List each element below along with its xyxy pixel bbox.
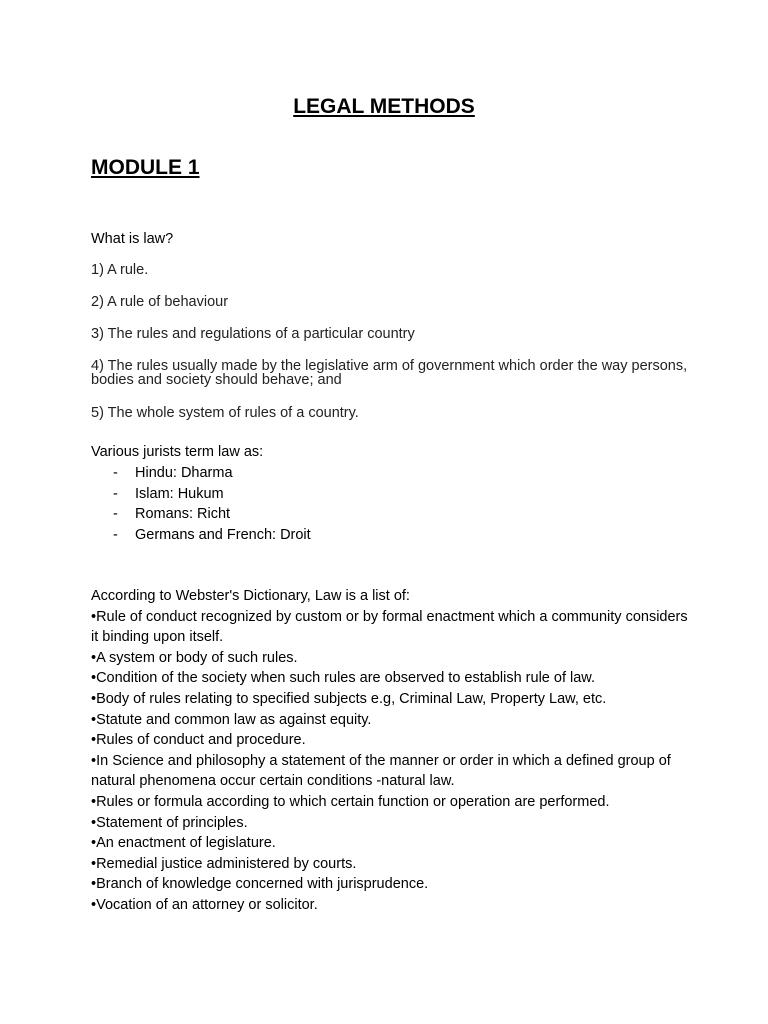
- list-item-text: Hindu: Dharma: [135, 465, 233, 481]
- list-item: [91, 504, 311, 525]
- jurists-list: [91, 463, 311, 546]
- list-item: [91, 525, 311, 546]
- dash-bullet: -: [113, 506, 118, 523]
- webster-item: •Remedial justice administered by courts.: [91, 855, 357, 872]
- list-item-text: Romans: Richt: [135, 506, 231, 523]
- dash-bullet: -: [113, 485, 118, 502]
- document-title: LEGAL METHODS: [293, 95, 475, 118]
- definition-item: 3) The rules and regulations of a particular country: [91, 326, 415, 342]
- webster-item: •Vocation of an attorney or solicitor.: [91, 896, 318, 913]
- webster-intro: According to Webster's Dictionary, Law is a list of:: [91, 588, 410, 604]
- definition-item: 4) The rules usually made by the legislative arm of government which order the way persons, bodies and society should behave; and: [91, 358, 688, 388]
- definition-item: 1) A rule.: [91, 262, 149, 278]
- webster-item: •Statement of principles.: [91, 814, 248, 831]
- module-heading: MODULE 1: [91, 156, 200, 179]
- webster-item: •Branch of knowledge concerned with jurisprudence.: [91, 876, 429, 893]
- webster-item: •Rules of conduct and procedure.: [91, 732, 306, 749]
- list-item-text: Islam: Hukum: [135, 485, 224, 502]
- webster-item: •Statute and common law as against equity.: [91, 711, 372, 728]
- webster-item: •In Science and philosophy a statement of the manner or order in which a defined group of natural phenomena occur certain conditions -natural law.: [91, 752, 671, 790]
- definition-item: 2) A rule of behaviour: [91, 294, 229, 310]
- list-item-text: Germans and French: Droit: [135, 527, 311, 544]
- dash-bullet: -: [113, 527, 118, 544]
- list-item: [91, 484, 311, 505]
- webster-item: •Rule of conduct recognized by custom or by formal enactment which a community considers it binding upon itself.: [91, 608, 688, 646]
- webster-item: •Body of rules relating to specified subjects e.g, Criminal Law, Property Law, etc.: [91, 690, 607, 707]
- webster-item: •Condition of the society when such rules are observed to establish rule of law.: [91, 670, 595, 687]
- webster-item: •A system or body of such rules.: [91, 649, 298, 666]
- list-item: [91, 463, 311, 484]
- dash-bullet: -: [113, 465, 118, 481]
- question-text: What is law?: [91, 231, 174, 247]
- webster-item: •Rules or formula according to which certain function or operation are performed.: [91, 793, 610, 810]
- webster-section: [91, 586, 691, 916]
- definition-item: 5) The whole system of rules of a country.: [91, 405, 359, 421]
- webster-item: •An enactment of legislature.: [91, 835, 276, 852]
- jurists-intro: Various jurists term law as:: [91, 444, 264, 460]
